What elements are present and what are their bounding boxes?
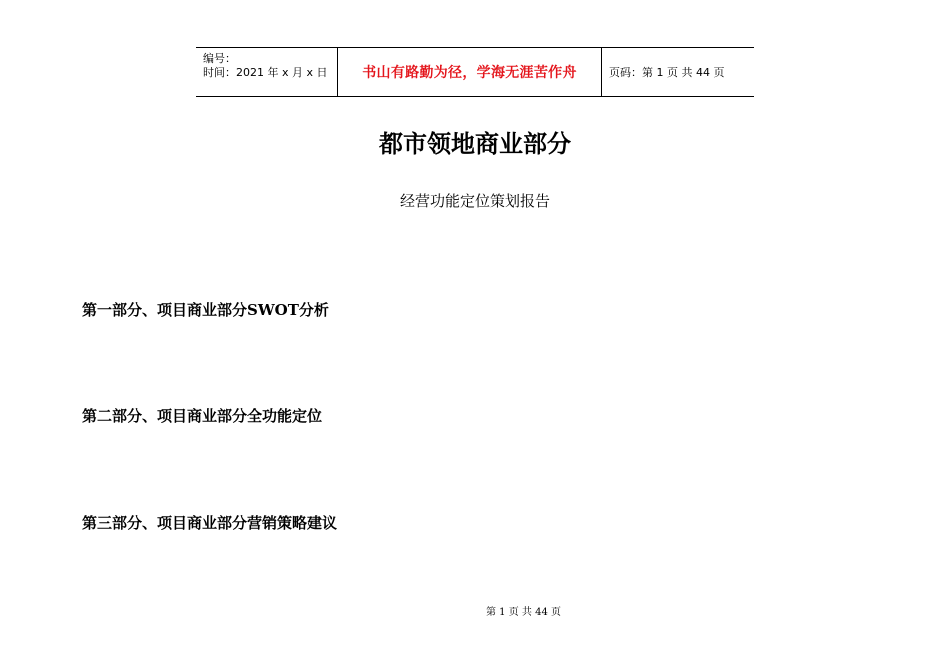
section-heading-1: 第一部分、项目商业部分SWOT分析: [82, 301, 329, 319]
page-footer: 第 1 页 共 44 页: [486, 607, 561, 618]
motto-text: 书山有路勤为径，学海无涯苦作舟: [362, 65, 577, 81]
time-label: 时间：2021 年 x 月 x 日: [203, 66, 328, 79]
section-heading-3: 第三部分、项目商业部分营销策略建议: [82, 514, 338, 532]
number-label: 编号：: [203, 52, 236, 65]
header-meta-cell: [196, 48, 338, 96]
section-heading-2: 第二部分、项目商业部分全功能定位: [82, 407, 323, 425]
page-header-table: [196, 47, 754, 97]
header-page-cell: [602, 48, 754, 96]
page-info: 页码：第 1 页 共 44 页: [609, 66, 725, 79]
header-motto-cell: [338, 48, 602, 96]
document-title: 都市领地商业部分: [379, 129, 571, 158]
document-subtitle: 经营功能定位策划报告: [399, 192, 550, 210]
